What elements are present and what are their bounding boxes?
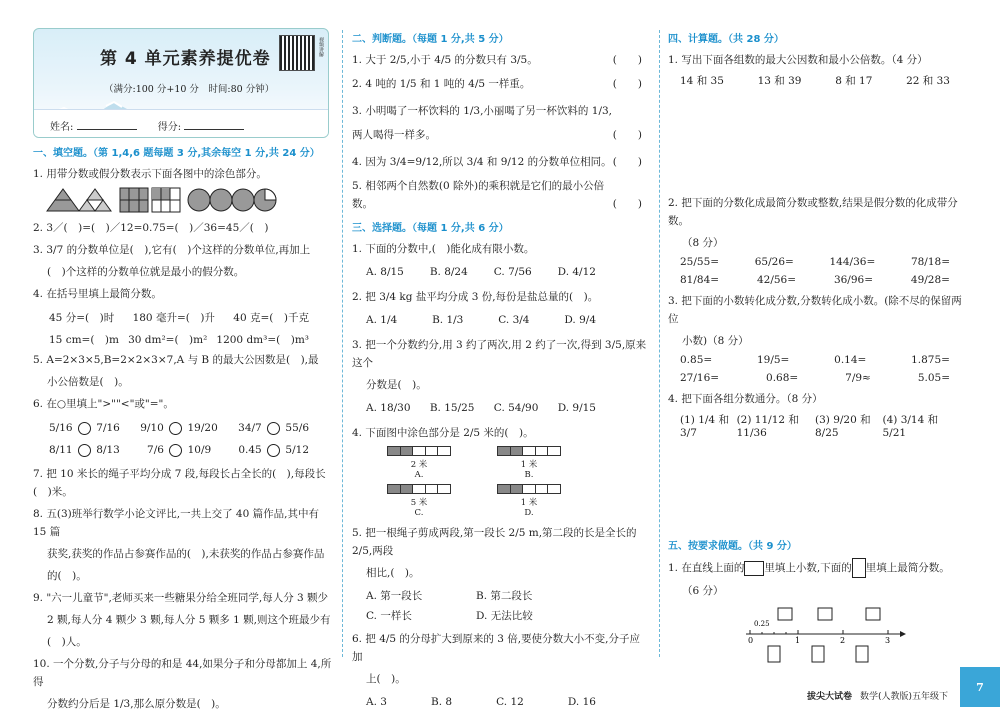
number-pair: 22 和 33: [906, 75, 950, 87]
question-cont: 分数约分后是 1/3,那么原分数是( )。: [47, 698, 226, 710]
number-pair: 13 和 39: [757, 75, 802, 87]
bar-label: 1 米: [520, 460, 538, 470]
question: 6. 在○里填上">""<"或"="。: [33, 398, 174, 410]
exam-subtitle: （满分:100 分+10 分 时间:80 分钟）: [104, 84, 275, 95]
fraction-figures: [45, 187, 333, 213]
question: 6. 把 4/5 的分母扩大到原来的 3 倍,要使分数大小不变,分子应加: [352, 633, 640, 663]
answer-space[interactable]: [668, 94, 968, 194]
question: 2. 把下面的分数化成最简分数或整数,结果是假分数的化成带分数。: [668, 197, 958, 227]
judge-text: 2. 4 吨的 1/5 和 1 吨的 4/5 一样重。: [352, 78, 531, 90]
convert-item: 27/16=: [680, 372, 720, 384]
fraction-box[interactable]: [852, 558, 866, 578]
judge-item: [352, 51, 650, 69]
convert-item: 1.875=: [911, 354, 950, 366]
triangle-figure: [45, 187, 113, 213]
fraction-item: 25/55=: [680, 256, 720, 268]
question-cont: ( )个这样的分数单位就是最小的假分数。: [47, 266, 245, 278]
choice[interactable]: B. 15/25: [429, 402, 475, 414]
bar-option[interactable]: [474, 446, 584, 480]
name-field[interactable]: [77, 120, 137, 130]
bar-option[interactable]: [364, 484, 474, 518]
choice[interactable]: C. 3/4: [498, 314, 530, 326]
convert-item: 0.85=: [680, 354, 713, 366]
question: [668, 558, 968, 578]
column-divider: [342, 30, 343, 657]
exam-title: 第 4 单元素养提优卷: [100, 49, 271, 69]
decimal-box[interactable]: [818, 608, 832, 620]
question: 3. 把一个分数约分,用 3 约了两次,用 2 约了一次,得到 3/5,原来这个: [352, 339, 647, 369]
answer-paren[interactable]: ( ): [612, 54, 642, 66]
fraction-item: 65/26=: [754, 256, 794, 268]
choice[interactable]: C. 一样长: [366, 610, 412, 622]
question-cont: （8 分）: [682, 237, 724, 249]
question-text: 1. 在直线上面的: [668, 562, 745, 574]
judge-text: 4. 因为 3/4=9/12,所以 3/4 和 9/12 的分数单位相同。: [352, 156, 612, 168]
square-figure: [119, 187, 181, 213]
question-cont: 小数)（8 分）: [682, 335, 749, 347]
judge-text: 5. 相邻两个自然数(0 除外)的乘积就是它们的最小公倍数。: [352, 180, 605, 210]
section-title: 二、判断题。（每题 1 分,共 5 分）: [352, 34, 509, 45]
question-cont: 2 颗,每人分 4 颗少 3 颗,每人分 5 颗多 1 颗,则这个班最少有: [47, 614, 331, 626]
column-divider: [659, 30, 660, 657]
choice[interactable]: C. 12: [496, 696, 524, 708]
judge-item: [352, 177, 650, 213]
question: 1. 写出下面各组数的最大公因数和最小公倍数。（4 分）: [668, 54, 928, 66]
axis-label: 2: [840, 636, 846, 645]
answer-paren[interactable]: ( ): [612, 78, 642, 90]
judge-item: [352, 75, 650, 93]
section-title: 一、填空题。（第 1,4,6 题每题 3 分,其余每空 1 分,共 24 分）: [33, 148, 320, 159]
fraction-item: 78/18=: [910, 256, 950, 268]
judge-text: 3. 小明喝了一杯饮料的 1/3,小丽喝了另一杯饮料的 1/3,两人喝得一样多。: [352, 105, 613, 141]
choice[interactable]: B. 1/3: [432, 314, 464, 326]
judge-item: [352, 99, 650, 147]
choice[interactable]: C. 7/56: [493, 266, 532, 278]
question: 8. 五(3)班举行数学小论文评比,一共上交了 40 篇作品,其中有 15 篇: [33, 508, 319, 538]
compare-circle[interactable]: [169, 444, 182, 457]
judge-text: 1. 大于 2/5,小于 4/5 的分数只有 3/5。: [352, 54, 538, 66]
question-cont: 的( )。: [47, 570, 87, 582]
name-label: 姓名:: [50, 122, 74, 133]
bar-option[interactable]: [364, 446, 474, 480]
fraction-box[interactable]: [856, 646, 868, 662]
column-1: [33, 28, 333, 717]
score-field[interactable]: [184, 120, 244, 130]
bar-option-letter: D.: [524, 508, 534, 518]
question: 1. 下面的分数中,( )能化成有限小数。: [352, 243, 535, 255]
choices: [366, 310, 596, 330]
question: 3. 把下面的小数转化成分数,分数转化成小数。(除不尽的保留两位: [668, 295, 962, 325]
question-cont: 上( )。: [366, 673, 406, 685]
compare-row: 8/11 8/13 7/6 10/9 0.45 5/12: [49, 444, 309, 456]
fraction-item: 36/96=: [833, 274, 873, 286]
decimal-box[interactable]: [866, 608, 880, 620]
choice[interactable]: B. 第二段长: [476, 590, 533, 602]
choice[interactable]: D. 4/12: [557, 266, 596, 278]
question-cont: 分数是( )。: [366, 379, 427, 391]
fraction-item: 49/28=: [910, 274, 950, 286]
bar-option-letter: B.: [524, 470, 534, 480]
choice[interactable]: A. 1/4: [366, 314, 398, 326]
compare-circle[interactable]: [169, 422, 182, 435]
question: 4. 在括号里填上最简分数。: [33, 288, 162, 300]
unit-item: 40 克=( )千克: [233, 312, 309, 324]
circle-figure: [187, 187, 277, 213]
decimal-box[interactable]: [778, 608, 792, 620]
section-title: 三、选择题。（每题 1 分,共 6 分）: [352, 223, 509, 234]
section-title: 五、按要求做题。（共 9 分）: [668, 541, 797, 552]
fraction-row: [680, 256, 950, 268]
answer-paren[interactable]: ( ): [612, 129, 642, 141]
unit-item: 15 cm=( )m: [49, 334, 119, 346]
question-text: 里填上最简分数。: [865, 562, 950, 574]
number-pair: 8 和 17: [835, 75, 873, 87]
question: 2. 把 3/4 kg 盐平均分成 3 份,每份是盐总量的( )。: [352, 291, 599, 303]
decimal-box[interactable]: [744, 561, 764, 576]
footer-brand: 拔尖大试卷: [806, 691, 852, 702]
exam-header: [33, 28, 329, 138]
fraction-box[interactable]: [768, 646, 780, 662]
question: 10. 一个分数,分子与分母的和是 44,如果分子和分母都加上 4,所得: [33, 658, 332, 688]
number-line[interactable]: [738, 604, 908, 666]
fraction-box[interactable]: [812, 646, 824, 662]
choices: [366, 398, 596, 418]
bar-label: 1 米: [520, 498, 538, 508]
choice[interactable]: D. 9/4: [564, 314, 596, 326]
question: 7. 把 10 米长的绳子平均分成 7 段,每段长占全长的( ),每段长( )米。: [33, 468, 326, 498]
choice[interactable]: A. 18/30: [366, 402, 411, 414]
choice[interactable]: A. 第一段长: [366, 590, 423, 602]
choices: [366, 262, 596, 282]
bar-label: 5 米: [410, 498, 428, 508]
unit-row: [49, 329, 309, 351]
unit-item: 30 dm²=( )m²: [128, 334, 208, 346]
section-title: 四、计算题。（共 28 分）: [668, 34, 784, 45]
fraction-item: 42/56=: [756, 274, 797, 286]
axis-label: 0.25: [754, 620, 770, 628]
convert-item: 0.14=: [834, 354, 867, 366]
question: 3. 3/7 的分数单位是( ),它有( )个这样的分数单位,再加上: [33, 244, 311, 256]
fraction-item: 144/36=: [829, 256, 876, 268]
choice[interactable]: D. 无法比较: [476, 610, 533, 622]
qr-code-icon[interactable]: [279, 35, 315, 71]
score-label: 得分:: [157, 122, 182, 133]
answer-paren[interactable]: ( ): [612, 198, 642, 210]
compare-circle[interactable]: [267, 422, 280, 435]
question: 2. 3／( )=( )／12=0.75=( )／36=45／( ): [33, 222, 269, 234]
choice[interactable]: A. 8/15: [366, 266, 404, 278]
unit-item: 1200 dm³=( )m³: [216, 334, 309, 346]
convert-item: 5.05=: [917, 372, 950, 384]
common-denominator-item: (4) 3/14 和 5/21: [882, 414, 939, 439]
choice[interactable]: B. 8: [431, 696, 453, 708]
compare-circle[interactable]: [78, 444, 91, 457]
judge-item: [352, 153, 650, 171]
question-cont: 相比,( )。: [366, 567, 420, 579]
name-score-line: [34, 109, 329, 137]
compare-circle[interactable]: [267, 444, 280, 457]
axis-label: 1: [795, 636, 801, 645]
choices: [366, 586, 586, 626]
convert-row: [680, 372, 950, 384]
question: 1. 用带分数或假分数表示下面各图中的涂色部分。: [33, 168, 267, 180]
column-2: [352, 30, 650, 718]
choice[interactable]: C. 54/90: [493, 402, 539, 414]
fraction-row: [680, 274, 950, 286]
question: 9. "六一儿童节",老师买来一些糖果分给全班同学,每人分 3 颗少: [33, 592, 329, 604]
answer-space[interactable]: [668, 445, 968, 531]
common-denominator-item: (1) 1/4 和 3/7: [680, 414, 729, 439]
unit-row: [49, 307, 309, 329]
compare-circle[interactable]: [78, 422, 91, 435]
page-number: 7: [960, 667, 1000, 707]
question-cont: ( )人。: [47, 636, 87, 648]
choice[interactable]: D. 9/15: [557, 402, 596, 414]
choice[interactable]: D. 16: [567, 696, 596, 708]
choice[interactable]: B. 8/24: [429, 266, 468, 278]
question: 5. 把一根绳子剪成两段,第一段长 2/5 m,第二段的长是全长的 2/5,两段: [352, 527, 637, 557]
question: 4. 把下面各组分数通分。（8 分）: [668, 393, 823, 405]
choices: [366, 692, 596, 712]
footer-subject: 数学(人教版)五年级下: [859, 691, 948, 702]
convert-item: 7/9≈: [845, 372, 871, 384]
common-denominator-item: (3) 9/20 和 8/25: [815, 414, 871, 439]
bar-option-letter: A.: [414, 470, 424, 480]
question-cont: （6 分）: [682, 585, 724, 597]
question-text: 里填上小数,下面的: [764, 562, 852, 574]
question-cont: 获奖,获奖的作品占参赛作品的( ),未获奖的作品占参赛作品: [47, 548, 325, 560]
question-cont: 小公倍数是( )。: [47, 376, 129, 388]
choice[interactable]: A. 3: [366, 696, 387, 708]
question: 5. A=2×3×5,B=2×2×3×7,A 与 B 的最大公因数是( ),最: [33, 354, 319, 366]
bar-label: 2 米: [410, 460, 428, 470]
common-denominator-row: [680, 412, 950, 439]
common-denominator-item: (2) 11/12 和 11/36: [736, 414, 799, 439]
axis-label: 0: [748, 636, 754, 645]
axis-label: 3: [885, 636, 891, 645]
bar-options: [364, 446, 584, 518]
answer-paren[interactable]: ( ): [612, 156, 642, 168]
unit-item: 45 分=( )时: [49, 312, 115, 324]
convert-item: 0.68=: [766, 372, 799, 384]
question: 4. 下面图中涂色部分是 2/5 米的( )。: [352, 427, 534, 439]
bar-option[interactable]: [474, 484, 584, 518]
fraction-item: 81/84=: [680, 274, 720, 286]
convert-row: [680, 354, 950, 366]
convert-item: 19/5=: [756, 354, 790, 366]
bar-option-letter: C.: [414, 508, 424, 518]
column-3: [668, 30, 968, 669]
number-pair: 14 和 35: [680, 75, 724, 87]
unit-item: 180 毫升=( )升: [132, 312, 215, 324]
qr-label: 视频讲解: [318, 37, 324, 57]
compare-row: 5/16 7/16 9/10 19/20 34/7 55/6: [49, 422, 309, 434]
number-pairs: [680, 73, 950, 88]
